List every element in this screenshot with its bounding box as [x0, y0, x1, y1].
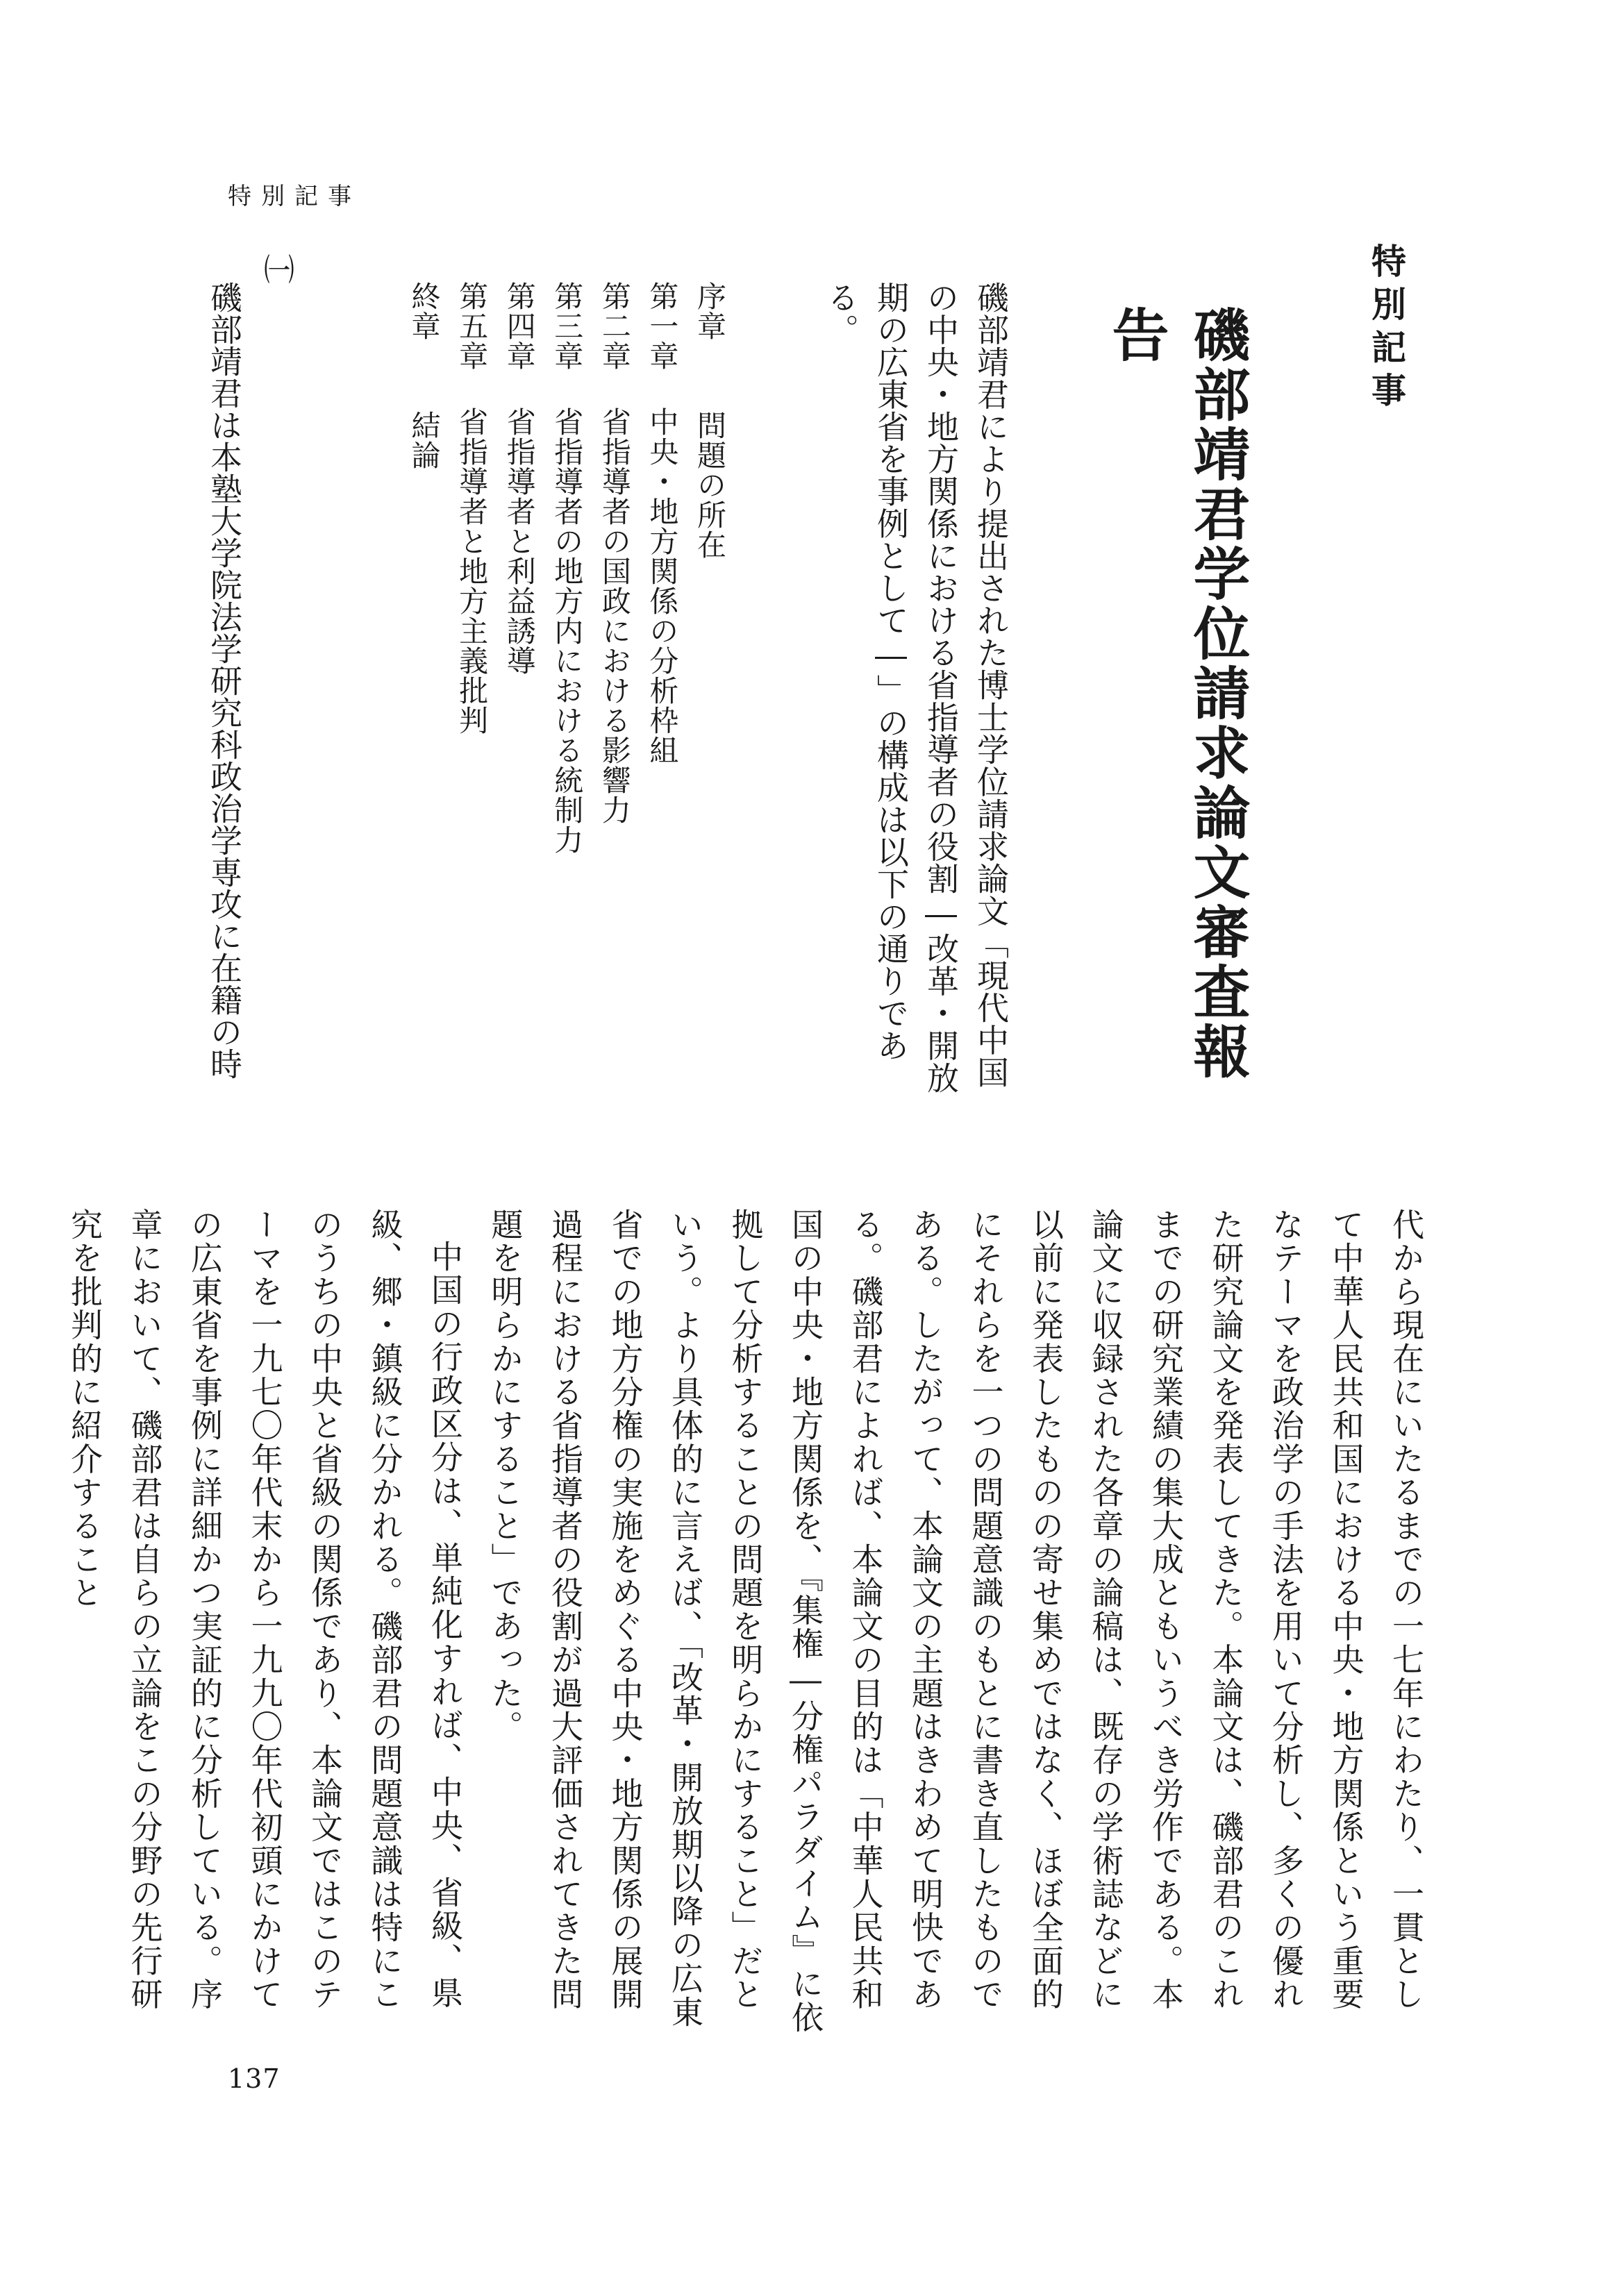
- toc-title: 中央・地方関係の分析枠組: [645, 407, 680, 765]
- section-first-line: 磯部靖君は本塾大学院法学研究科政治学専攻に在籍の時: [206, 281, 243, 1080]
- section-tag: 特別記事: [1366, 243, 1407, 415]
- toc-item: [635, 281, 683, 1045]
- toc-item: [492, 281, 540, 1045]
- toc-item: [445, 281, 493, 1045]
- page-title: 磯部靖君学位請求論文審査報告: [1103, 305, 1251, 1082]
- toc-item: [397, 281, 445, 1045]
- section-number: ㈠: [258, 253, 294, 284]
- toc-item: [587, 281, 635, 1045]
- toc-title: 省指導者の国政における影響力: [597, 407, 632, 825]
- toc-item: [683, 281, 731, 1045]
- toc-chapter: 終章: [407, 281, 442, 341]
- page-number: 137: [228, 2063, 281, 2094]
- body-paragraph: 中国の行政区分は、単純化すれば、中央、省級、県級、郷・鎮級に分かれる。磯部君の問題意識は特にこのうちの中央と省級の関係であり、本論文ではこのテーマを一九七〇年代末から一九九〇年代初頭にかけての広東省を事例に詳細かつ実証的に分析している。序章において、磯部君は自らの立論をこの分野の先行研究を批判的に紹介すること: [66, 1208, 464, 2011]
- toc-chapter: 第一章: [645, 281, 680, 371]
- toc-title: 結論: [407, 410, 442, 470]
- toc-title: 問題の所在: [693, 410, 727, 560]
- toc-item: [540, 281, 588, 1045]
- body-paragraph: 代から現在にいたるまでの一七年にわたり、一貫として中華人民共和国における中央・地方関係という重要なテーマを政治学の手法を用いて分析し、多くの優れた研究論文を発表してきた。本論文は、磯部君のこれまでの研究業績の集大成ともいうべき労作である。本論文に収録された各章の論稿は、既存の学術誌などに以前に発表したものの寄せ集めではなく、ほぼ全面的にそれらを一つの問題意識のもとに書き直したものである。したがって、本論文の主題はきわめて明快である。磯部君によれば、本論文の目的は「中華人民共和国の中央・地方関係を、『集権―分権パラダイム』に依拠して分析することの問題を明らかにすること」だという。より具体的に言えば、「改革・開放期以降の広東省での地方分権の実施をめぐる中央・地方関係の展開過程における省指導者の役割が過大評価されてきた問題を明らかにすること」であった。: [486, 1208, 1425, 2034]
- toc-title: 省指導者と利益誘導: [502, 407, 537, 676]
- toc-chapter: 序章: [693, 281, 727, 341]
- running-head: 特別記事: [228, 183, 361, 210]
- table-of-contents: [397, 281, 731, 1045]
- toc-title: 省指導者の地方内における統制力: [550, 407, 585, 855]
- toc-chapter: 第五章: [455, 281, 490, 371]
- toc-chapter: 第二章: [597, 281, 632, 371]
- toc-chapter: 第三章: [550, 281, 585, 371]
- body-text: [66, 1208, 1436, 2034]
- toc-title: 省指導者と地方主義批判: [455, 407, 490, 735]
- intro-paragraph: 磯部靖君により提出された博士学位請求論文「現代中国の中央・地方関係における省指導者の役割―改革・開放期の広東省を事例として―」の構成は以下の通りである。: [822, 281, 1010, 1094]
- toc-chapter: 第四章: [502, 281, 537, 371]
